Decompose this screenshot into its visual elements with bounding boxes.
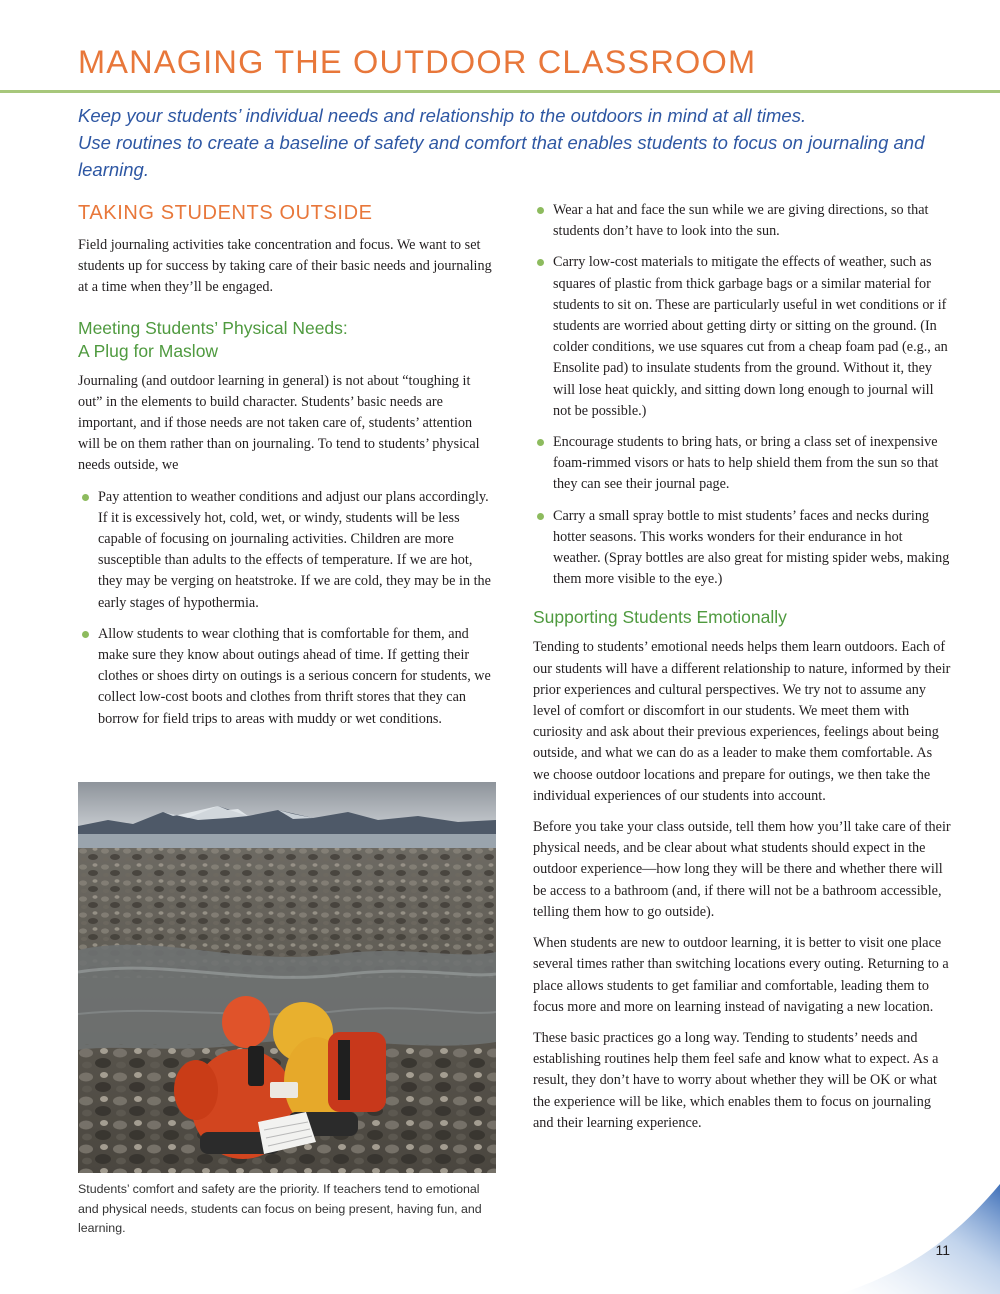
intro-text — [78, 102, 958, 183]
list-item — [78, 487, 496, 614]
list-item-text: Wear a hat and face the sun while we are giving directions, so that students don’t have to look into the sun. — [553, 202, 929, 240]
section-heading-taking-students-outside: TAKING STUDENTS OUTSIDE — [78, 202, 373, 224]
subheading-physical-needs — [78, 317, 496, 363]
list-item — [533, 200, 951, 242]
list-item — [533, 252, 951, 422]
emotional-paragraph-1: Tending to students’ emotional needs helps them learn outdoors. Each of our students will have a different relationship to nature, informed by their prior experiences and cultural perspectives. We try not to assume any level of comfort or discomfort in our students. We meet them with curiosity and ask about their previous experiences, feelings about being outside, and what we can do as a leader to make them comfortable. As we choose outdoor locations and prepare for outings, we then take the individual experiences of our students into account. — [533, 639, 951, 804]
right-column — [533, 200, 951, 1134]
physical-needs-list — [78, 487, 496, 730]
subheading-line-2: A Plug for Maslow — [78, 340, 219, 361]
bullet-icon — [537, 439, 544, 446]
physical-needs-list-continued — [533, 200, 951, 590]
emotional-paragraph-3: When students are new to outdoor learning, it is better to visit one place several times rather than switching locations every outing. Returning to a place allows students to get familiar and comfortable, leading them to focus more and more on learning instead of navigating a new location. — [533, 935, 949, 1015]
list-item-text: Encourage students to bring hats, or bring a class set of inexpensive foam-rimmed visors or hats to help shield them from the sun so that they can see their journal page. — [553, 434, 939, 493]
subheading-line-1: Meeting Students’ Physical Needs: — [78, 317, 348, 338]
title-divider — [0, 90, 1000, 93]
emotional-paragraph-4: These basic practices go a long way. Tending to students’ needs and establishing routines help them feel safe and know what to expect. As a result, they don’t have to worry about whether they will be OK or what the experience will be like, which enables them to focus on journaling and their learning experience. — [533, 1029, 939, 1131]
left-column — [78, 200, 496, 740]
students-on-beach-photo — [78, 782, 496, 1173]
page-number: 11 — [935, 1242, 950, 1258]
intro-line-2: Use routines to create a baseline of safety and comfort that enables students to focus on journaling and learning. — [78, 132, 925, 180]
list-item — [78, 624, 496, 730]
corner-decoration — [780, 1184, 1000, 1294]
list-item — [533, 506, 951, 591]
section-intro-paragraph: Field journaling activities take concentration and focus. We want to set students up for success by taking care of their basic needs and journaling at a time when they’ll be engaged. — [78, 237, 492, 296]
bullet-icon — [82, 494, 89, 501]
intro-line-1: Keep your students’ individual needs and relationship to the outdoors in mind at all times. — [78, 105, 807, 126]
list-item-text: Carry a small spray bottle to mist students’ faces and necks during hotter seasons. This works wonders for their endurance in hot weather. (Spray bottles are also great for misting spider webs, making them more visible to the eye.) — [553, 507, 950, 588]
list-item-text: Carry low-cost materials to mitigate the effects of weather, such as squares of plastic from thick garbage bags or a similar material for students to sit on. These are particularly useful in wet conditions or if students are worried about getting dirty or sitting on the ground. (In colder conditions, we use squares cut from a cheap foam pad (e.g., an Ensolite pad) to insulate students from the ground. Without it, they will lose heat quickly, and sitting down long enough to journal will not be possible.) — [553, 254, 948, 419]
bullet-icon — [537, 207, 544, 214]
physical-needs-paragraph: Journaling (and outdoor learning in general) is not about “toughing it out” in the elements to build character. Students’ basic needs are important, and if those needs are not taken care of, students’ attention will be on them rather than on journaling. To tend to students’ physical needs outside, we — [78, 372, 480, 474]
photo-caption: Students’ comfort and safety are the priority. If teachers tend to emotional and physical needs, students can focus on being present, having fun, and learning. — [78, 1182, 482, 1235]
page-title: MANAGING THE OUTDOOR CLASSROOM — [78, 44, 757, 80]
list-item — [533, 432, 951, 496]
list-item-text: Allow students to wear clothing that is comfortable for them, and make sure they know about outings ahead of time. If getting their clothes or shoes dirty on outings is a serious concern for students, we collect low-cost boots and clothes from thrift stores that they can borrow for field trips to areas with muddy or wet conditions. — [98, 625, 491, 727]
emotional-paragraph-2: Before you take your class outside, tell them how you’ll take care of their physical needs, and be clear about what students should expect in the outdoor experience—how long they will be there and whether there will be access to a bathroom (and, if there will not be a bathroom accessible, telling them how to go outside). — [533, 819, 951, 920]
bullet-icon — [537, 259, 544, 266]
subheading-emotional-support: Supporting Students Emotionally — [533, 607, 787, 628]
bullet-icon — [82, 631, 89, 638]
bullet-icon — [537, 513, 544, 520]
list-item-text: Pay attention to weather conditions and adjust our plans accordingly. If it is excessively hot, cold, wet, or windy, students will be less capable of focusing on journaling activities. Children are more susceptible than adults to the effects of temperature. If we are hot, they may be verging on heatstroke. If we are cold, they may be in the early stages of hypothermia. — [98, 488, 491, 611]
